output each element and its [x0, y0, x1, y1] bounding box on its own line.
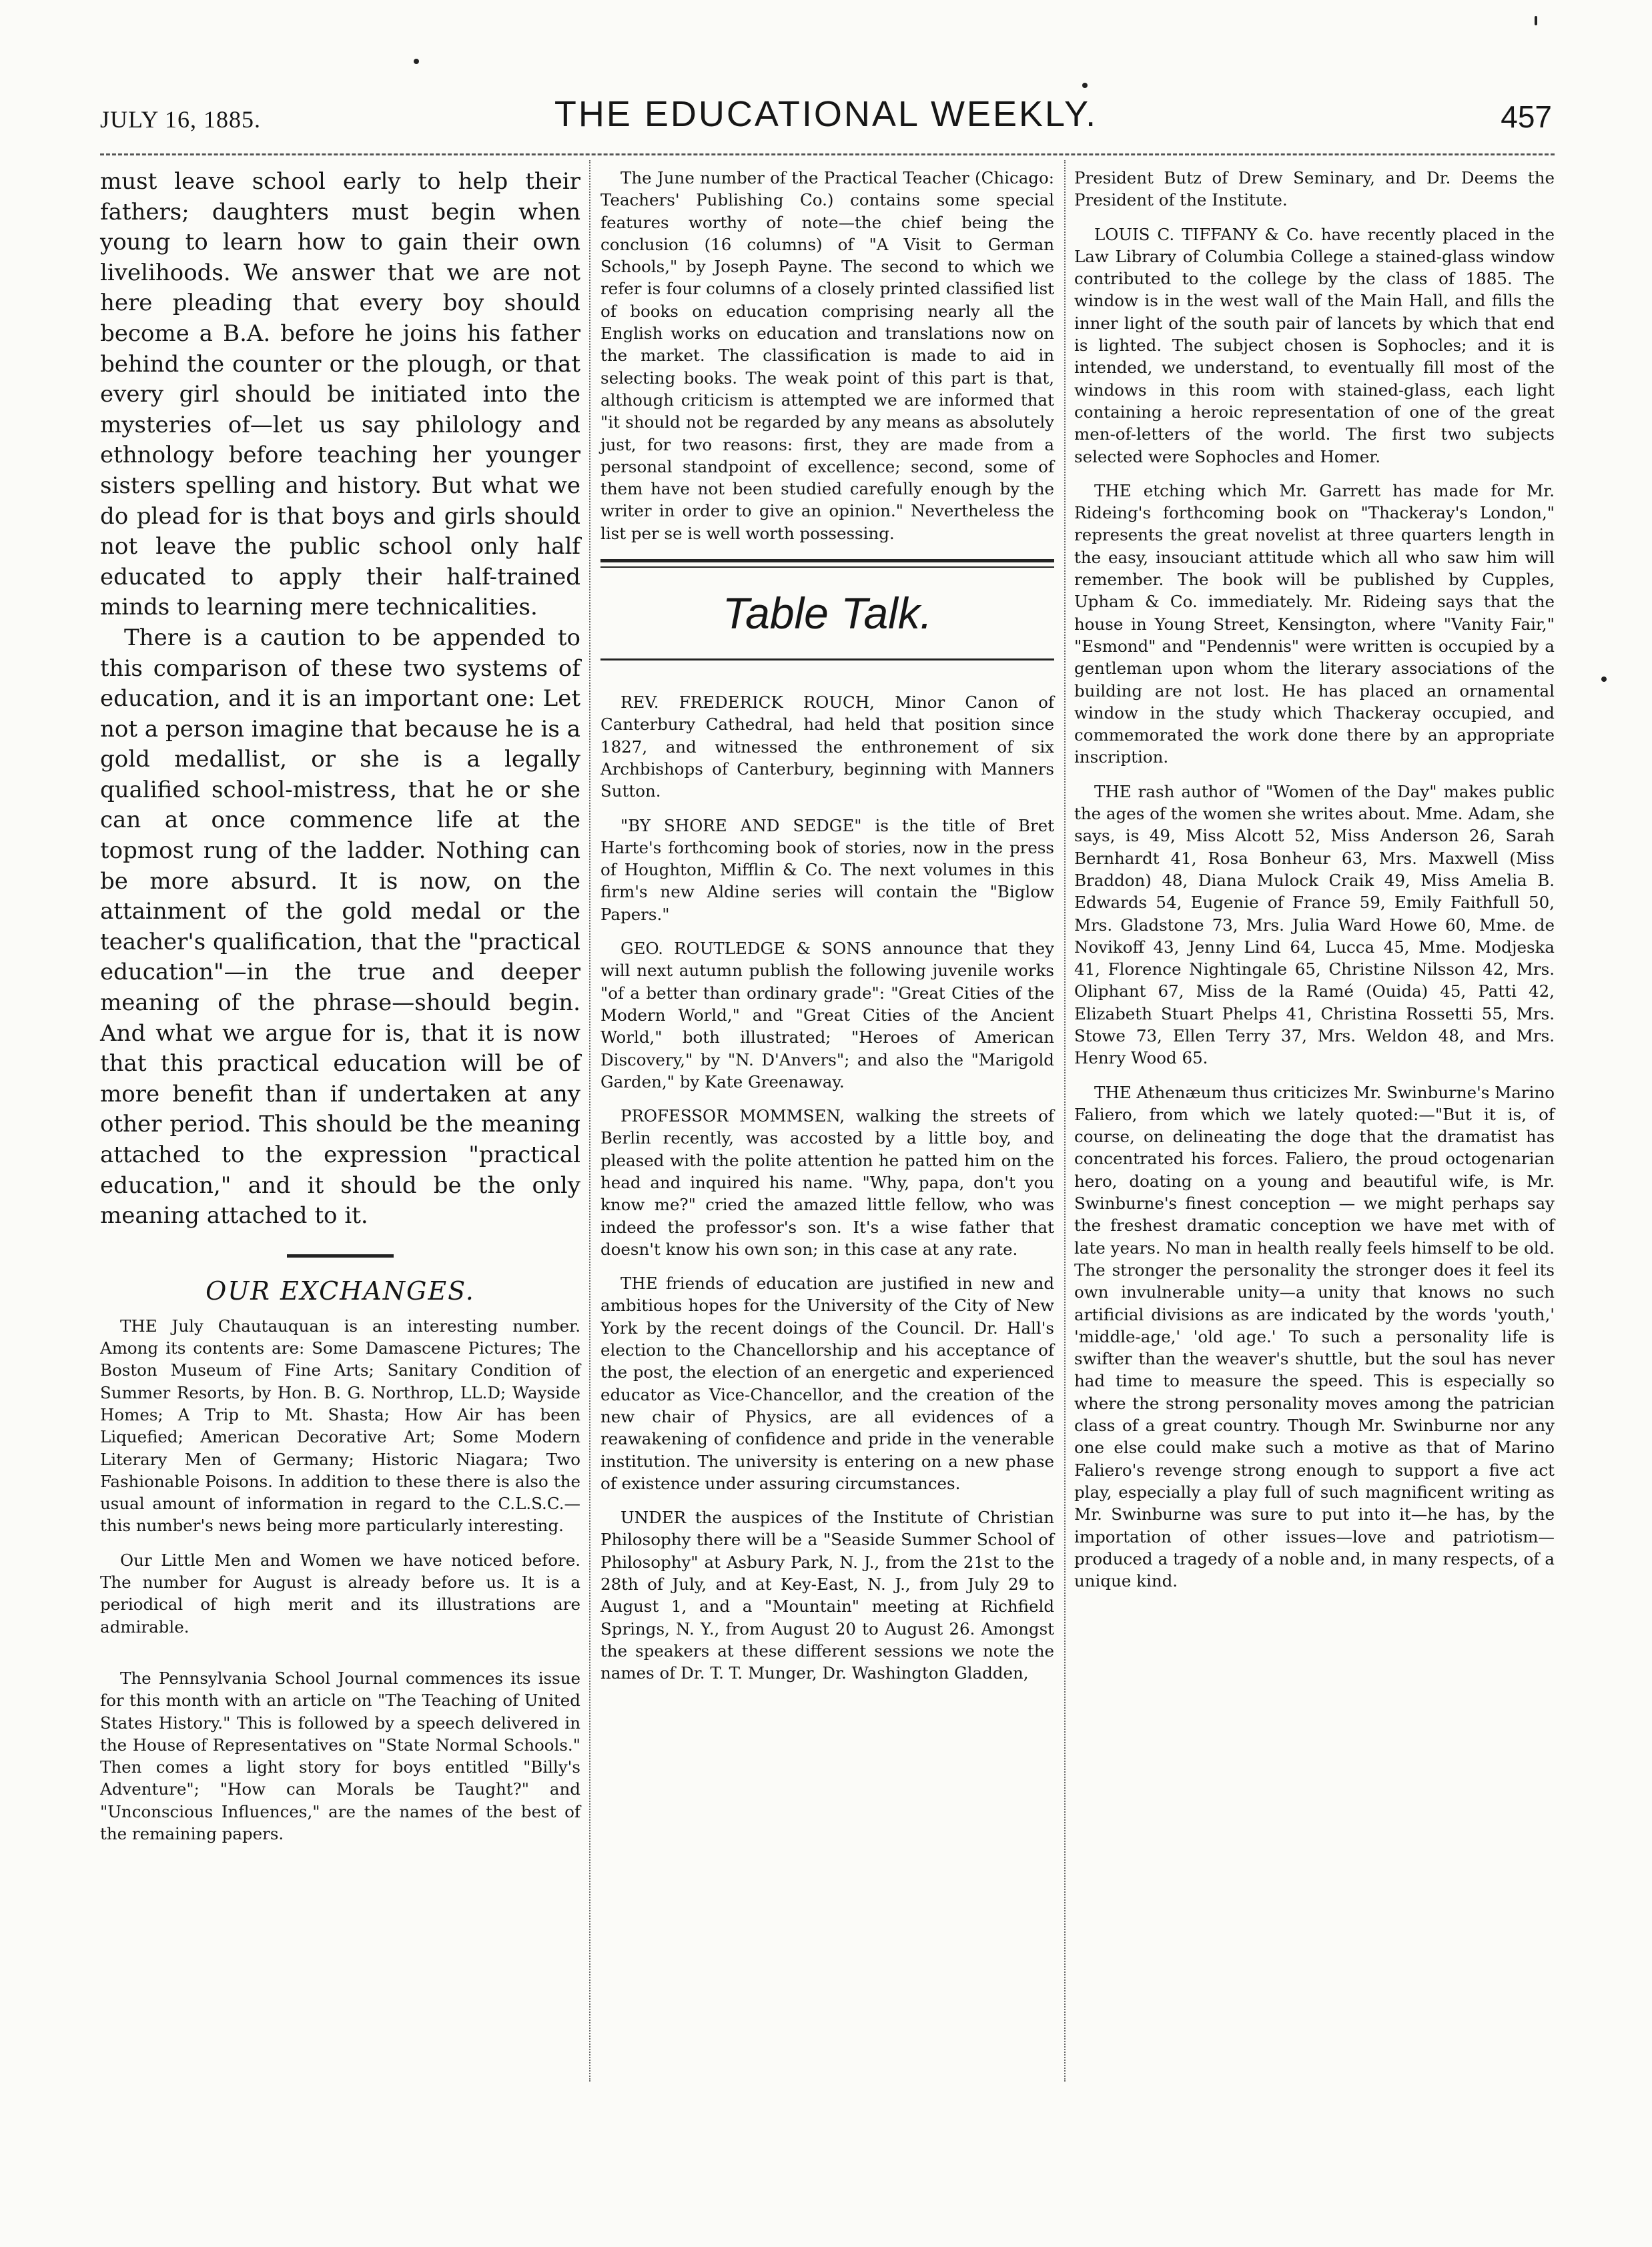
news-item: THE etching which Mr. Garrett has made for Mr. Rideing's forthcoming book on "Thackeray's London," represents the great novelist at three quarters length in the easy, insouciant attitude which all who saw him will remember. The book will be published by Cupples, Upham & Co. immediately. Mr. Rideing says that the house in Young Street, Kensington, where "Vanity Fair," "Esmond" and "Pendennis" were written is occupied by a gentleman upon whom the literary associations of the building are not lost. He has placed an ornamental window in the study which Thackeray occupied, and commemorated the work done there by an appropriate inscription. — [1074, 480, 1555, 767]
page-number: 457 — [1501, 99, 1552, 134]
column-1 — [100, 167, 580, 1857]
section-divider — [600, 559, 1054, 568]
column-divider — [1064, 160, 1066, 2082]
news-item: "BY SHORE AND SEDGE" is the title of Bret Harte's forthcoming book of stories, now in the press of Houghton, Mifflin & Co. The next volumes in this firm's new Aldine series will contain the "Biglow Papers." — [600, 815, 1054, 924]
speck — [1535, 16, 1537, 25]
news-item: THE friends of education are justified in new and ambitious hopes for the University of the City of New York by the recent doings of the Council. Dr. Hall's election to the Chancellorship and his acceptance of the post, the election of an energetic and experienced educator as Vice-Chancellor, and the creation of the new chair of Physics, are all evidences of a reawakening of confidence and pride in the venerable institution. The university is entering on a new phase of existence under assuring circumstances. — [600, 1274, 1054, 1493]
exchange-item: THE July Chautauquan is an interesting number. Among its contents are: Some Damascene Pictures; The Boston Museum of Fine Arts; Sanitary Condition of Summer Resorts, by Hon. B. G. Northrop, LL.D; Wayside Homes; A Trip to Mt. Shasta; How Air has been Liquefied; American Decorative Art; Some Modern Literary Men of Germany; Historic Niagara; Two Fashionable Poisons. In addition to these there is also the usual amount of information in regard to the C.L.S.C.—this number's news being more particularly interesting. — [100, 1316, 580, 1536]
article-paragraph: There is a caution to be appended to this comparison of these two systems of education, and it is an important one: Let not a person imagine that because he is a gold medallist, or she is a legally qualified school-mistress, that he or she can at once commence life at the topmost rung of the ladder. Nothing can be more absurd. It is now, on the attainment of the gold medal or the teacher's qualification, that the "practical education"—in the true and deeper meaning of the phrase—should begin. And what we argue for is, that it is now that this practical education will be of more benefit than if undertaken at any other period. This should be the meaning attached to the expression "practical education," and it should be the only meaning attached to it. — [100, 624, 580, 1230]
journal-title: THE EDUCATIONAL WEEKLY. — [554, 94, 1098, 134]
column-3 — [1074, 167, 1555, 1604]
column-2 — [600, 167, 1054, 1697]
page-header — [0, 93, 1652, 147]
section-divider — [287, 1254, 394, 1258]
news-item: President Butz of Drew Seminary, and Dr. Deems the President of the Institute. — [1074, 168, 1555, 210]
news-item: LOUIS C. TIFFANY & Co. have recently placed in the Law Library of Columbia College a stained-glass window contributed to the college by the class of 1885. The window is in the west wall of the Main Hall, and fills the inner light of the south pair of lancets by which that end is lighted. The subject chosen is Sophocles; and it is intended, we understand, to eventually fill most of the windows in this room with stained-glass, each light containing a heroic representation of one of the great men-of-letters of the world. The first two subjects selected were Sophocles and Homer. — [1074, 224, 1555, 466]
exchange-item: The Pennsylvania School Journal commences its issue for this month with an article on "The Teaching of United States History." This is followed by a speech delivered in the House of Representatives on "State Normal Schools." Then comes a light story for boys entitled "Billy's Adventure"; "How can Morals be Taught?" and "Unconscious Influences," are the names of the best of the remaining papers. — [100, 1668, 580, 1844]
speck — [1082, 83, 1088, 88]
news-item: THE Athenæum thus criticizes Mr. Swinburne's Marino Faliero, from which we lately quoted:—"But it is, of course, on delineating the doge that the dramatist has concentrated his forces. Faliero, the proud octogenarian hero, doating on a young and beautiful wife, is Mr. Swinburne's finest conception — we might perhaps say the freshest dramatic conception we have met with of late years. No man in health really feels himself to be old. The stronger the personality the stronger does it feel its own invulnerable unity—a unity that knows no such artificial divisions as are indicated by the words 'youth,' 'middle-age,' 'old age.' To such a personality life is swifter than the weaver's shuttle, but the soul has never had time to measure the speed. This is especially so where the strong personality moves among the patrician class of a great country. Though Mr. Swinburne nor any one else could make such a motive as that of Marino Faliero's revenge strong enough to support a five act play, especially a play full of such magnificent writing as Mr. Swinburne was sure to put into it—he has, by the importation of other issues—love and patriotism—produced a tragedy of a noble and, in many respects, of a unique kind. — [1074, 1082, 1555, 1591]
news-item: PROFESSOR MOMMSEN, walking the streets of Berlin recently, was accosted by a little boy, and pleased with the polite attention he patted him on the head and inquired his name. "Why, papa, don't you know me?" cried the amazed little fellow, who was indeed the professor's son. It's a wise father that doesn't know his own son; in this case at any rate. — [600, 1106, 1054, 1259]
section-divider — [600, 658, 1054, 660]
column-divider — [589, 160, 590, 2082]
article-paragraph: must leave school early to help their fathers; daughters must begin when young to learn how to gain their own livelihoods. We answer that we are not here pleading that every boy should become a B.A. before he joins his father behind the counter or the plough, or that every girl should be initiated into the mysteries of—let us say philology and ethnology before teaching her younger sisters spelling and history. But what we do plead for is that boys and girls should not leave the public school only half educated to apply their half-trained minds to learning mere technicalities. — [100, 168, 580, 621]
section-heading: Table Talk. — [722, 588, 933, 638]
speck — [414, 59, 419, 64]
news-item: GEO. ROUTLEDGE & SONS announce that they will next autumn publish the following juvenile works "of a better than ordinary grade": "Great Cities of the Modern World," and "Great Cities of the Ancient World," both illustrated; "Heroes of American Discovery," by "N. D'Anvers"; and also the "Marigold Garden," by Kate Greenaway. — [600, 939, 1054, 1091]
news-item: REV. FREDERICK ROUCH, Minor Canon of Canterbury Cathedral, had held that position since 1827, and witnessed the enthronement of six Archbishops of Canterbury, beginning with Manners Sutton. — [600, 693, 1054, 801]
section-heading: OUR EXCHANGES. — [205, 1276, 475, 1306]
speck — [1601, 677, 1607, 682]
article-paragraph: The June number of the Practical Teacher (Chicago: Teachers' Publishing Co.) contains some special features worthy of note—the chief being the conclusion (16 columns) of "A Visit to German Schools," by Joseph Payne. The second to which we refer is four columns of a closely printed classified list of books on education comprising nearly all the English works on education and translations now on the market. The classification is made to aid in selecting books. The weak point of this part is that, although criticism is attempted we are informed that "it should not be regarded by any means as absolutely just, for two reasons: first, they are made from a personal standpoint of excellence; second, some of them have not been studied carefully enough by the writer in order to give an opinion." Nevertheless the list per se is well worth possessing. — [600, 168, 1054, 543]
news-item: UNDER the auspices of the Institute of Christian Philosophy there will be a "Seaside Summer School of Philosophy" at Asbury Park, N. J., from the 21st to the 28th of July, and at Key-East, N. J., from July 29 to August 1, and a "Mountain" meeting at Richfield Springs, N. Y., from August 20 to August 26. Amongst the speakers at these different sessions we note the names of Dr. T. T. Munger, Dr. Washington Gladden, — [600, 1508, 1054, 1683]
issue-date: JULY 16, 1885. — [100, 106, 262, 133]
exchange-item: Our Little Men and Women we have noticed before. The number for August is already before us. It is a periodical of high merit and its illustrations are admirable. — [100, 1550, 580, 1637]
header-rule — [100, 153, 1555, 155]
news-item: THE rash author of "Women of the Day" makes public the ages of the women she writes about. Mme. Adam, she says, is 49, Miss Alcott 52, Miss Anderson 26, Sarah Bernhardt 41, Rosa Bonheur 63, Mrs. Maxwell (Miss Braddon) 48, Diana Mulock Craik 49, Miss Amelia B. Edwards 54, Eugenie of France 59, Emily Faithfull 50, Mrs. Gladstone 73, Mrs. Julia Ward Howe 60, Mme. de Novikoff 43, Jenny Lind 64, Lucca 45, Mme. Modjeska 41, Florence Nightingale 65, Christine Nilsson 42, Mrs. Oliphant 67, Miss de la Ramé (Ouida) 45, Patti 42, Elizabeth Stuart Phelps 41, Christina Rossetti 55, Mrs. Stowe 73, Ellen Terry 37, Mrs. Weldon 48, and Mrs. Henry Wood 65. — [1074, 781, 1555, 1068]
